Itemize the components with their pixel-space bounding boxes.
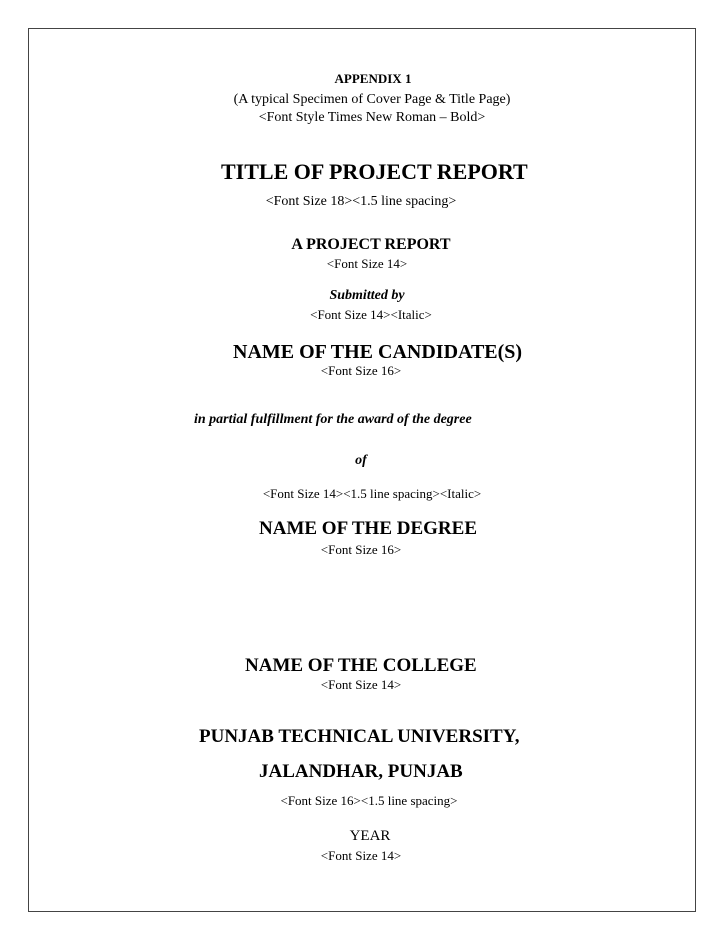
university-note: <Font Size 16><1.5 line spacing>	[280, 793, 458, 808]
fulfillment-text: in partial fulfillment for the award of the degree	[194, 412, 472, 427]
report-type: A PROJECT REPORT	[291, 236, 451, 253]
candidate-name: NAME OF THE CANDIDATE(S)	[233, 341, 523, 363]
candidate-note: <Font Size 16>	[320, 363, 402, 378]
degree-note: <Font Size 16>	[320, 542, 402, 557]
appendix-heading: APPENDIX 1	[334, 71, 412, 86]
submitted-by: Submitted by	[329, 288, 405, 303]
font-style-note: <Font Style Times New Roman – Bold>	[258, 110, 486, 125]
degree-name: NAME OF THE DEGREE	[259, 518, 477, 539]
report-type-note: <Font Size 14>	[326, 256, 408, 271]
university-line-2: JALANDHAR, PUNJAB	[259, 761, 463, 782]
year: YEAR	[349, 828, 391, 844]
title-note: <Font Size 18><1.5 line spacing>	[265, 194, 457, 209]
appendix-subtitle: (A typical Specimen of Cover Page & Title Page)	[233, 92, 511, 107]
college-name: NAME OF THE COLLEGE	[245, 655, 477, 676]
of-text: of	[355, 453, 367, 468]
fulfillment-note: <Font Size 14><1.5 line spacing><Italic>	[262, 486, 482, 501]
college-note: <Font Size 14>	[320, 677, 402, 692]
university-line-1: PUNJAB TECHNICAL UNIVERSITY,	[199, 726, 520, 747]
year-note: <Font Size 14>	[320, 848, 402, 863]
submitted-by-note: <Font Size 14><Italic>	[310, 307, 432, 322]
report-title: TITLE OF PROJECT REPORT	[221, 159, 528, 184]
